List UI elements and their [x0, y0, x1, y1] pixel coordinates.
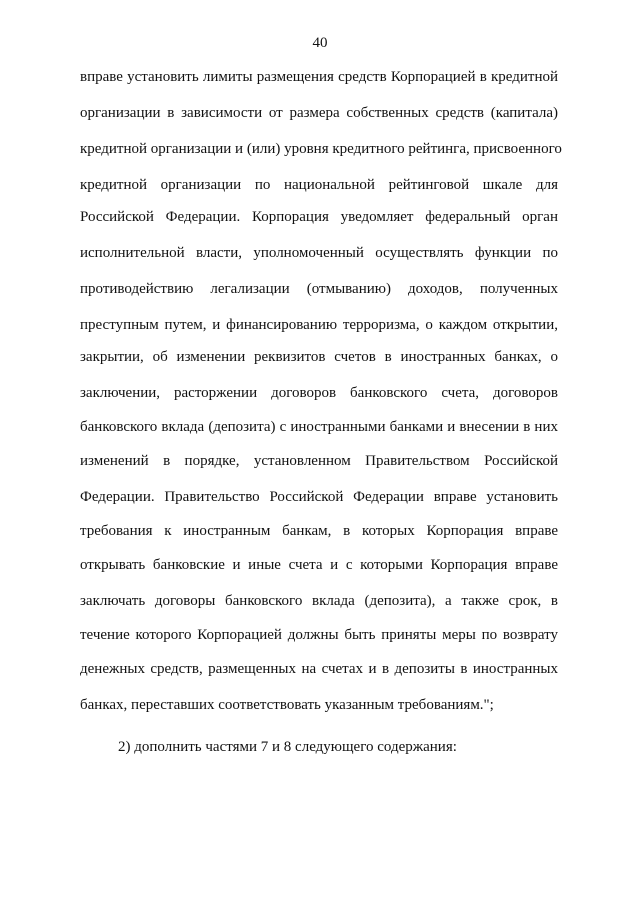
text-line: течение которого Корпорацией должны быть приняты меры по возврату [80, 627, 558, 643]
text-line: исполнительной власти, уполномоченный осуществлять функции по [80, 245, 558, 261]
text-line: Федерации. Правительство Российской Федерации вправе установить [80, 489, 558, 505]
list-item-2: 2) дополнить частями 7 и 8 следующего содержания: [118, 739, 457, 755]
text-line: изменений в порядке, установленном Правительством Российской [80, 453, 558, 469]
text-line: заключать договоры банковского вклада (депозита), а также срок, в [80, 593, 558, 609]
text-line: кредитной организации по национальной рейтинговой шкале для [80, 177, 558, 193]
page-number: 40 [312, 35, 328, 51]
text-line: организации в зависимости от размера собственных средств (капитала) [80, 105, 558, 121]
text-line: банковского вклада (депозита) с иностранными банками и внесении в них [80, 419, 558, 435]
text-line: вправе установить лимиты размещения средств Корпорацией в кредитной [80, 69, 558, 85]
text-line: денежных средств, размещенных на счетах и в депозиты в иностранных [80, 661, 558, 677]
text-line: противодействию легализации (отмыванию) доходов, полученных [80, 281, 558, 297]
text-line: заключении, расторжении договоров банковского счета, договоров [80, 385, 558, 401]
text-line: преступным путем, и финансированию терроризма, о каждом открытии, [80, 317, 558, 333]
text-line: кредитной организации и (или) уровня кредитного рейтинга, присвоенного [80, 141, 562, 157]
text-line: открывать банковские и иные счета и с которыми Корпорация вправе [80, 557, 558, 573]
text-line: Российской Федерации. Корпорация уведомляет федеральный орган [80, 209, 558, 225]
text-line: требования к иностранным банкам, в которых Корпорация вправе [80, 523, 558, 539]
text-line: закрытии, об изменении реквизитов счетов в иностранных банках, о [80, 349, 558, 365]
text-line: банках, переставших соответствовать указанным требованиям."; [80, 697, 494, 713]
